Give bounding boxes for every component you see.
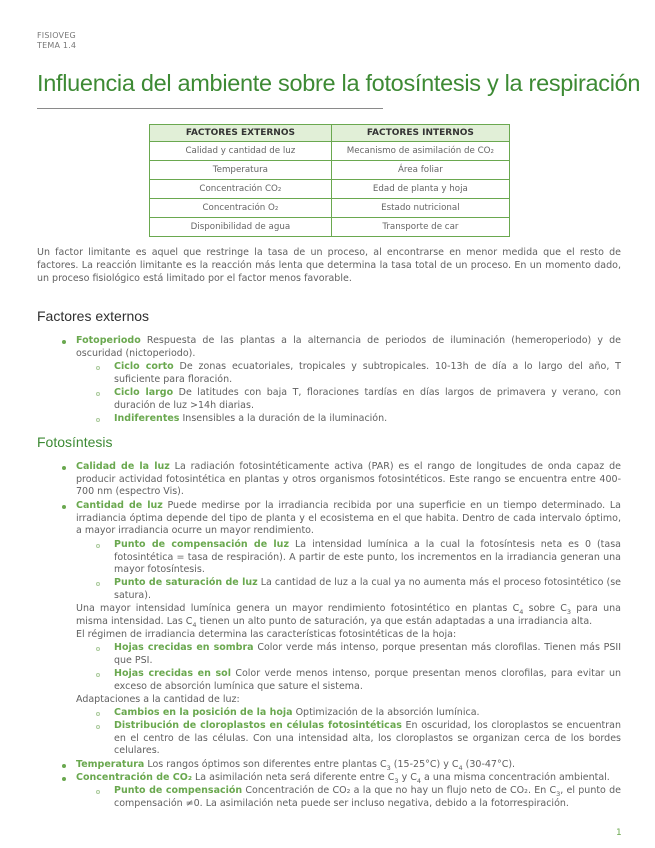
topic-number: TEMA 1.4 <box>37 41 77 50</box>
bullet-icon <box>62 505 66 509</box>
term-text: Color verde menos intenso, porque presentan menos clorofilas, para evitar un exceso de absorción lumínica que sature el sistema. <box>114 668 621 692</box>
bullet-icon <box>62 466 66 470</box>
subscript: 4 <box>192 620 197 629</box>
term-text: Puede medirse por la irradiancia recibida por una superficie en un tiempo determinado. La irradiancia óptima depende del tipo de planta y el ecosistema en el que habita. Dentro de cada intervalo óptimo, a mayor irradiancia ocurre un mayor rendimiento. <box>76 500 621 537</box>
subscript: 3 <box>556 789 561 798</box>
term-label: Cantidad de luz <box>76 500 163 511</box>
text-fragment: (15-25°C) y C <box>390 759 459 770</box>
list-item-punto-saturacion-luz <box>114 577 621 602</box>
sub-bullet-icon <box>96 418 100 422</box>
table-row <box>150 161 510 180</box>
text-fragment: Los rangos óptimos son diferentes entre plantas C <box>147 759 387 770</box>
subscript: 4 <box>519 607 524 616</box>
text-fragment: , el punto de compensación ≠0. La asimilación neta puede ser incluso negativa, debido a la fotorrespiración. <box>114 785 621 809</box>
text-fragment: y C <box>398 772 417 783</box>
title-underline <box>37 108 383 109</box>
paragraph-adaptations: Adaptaciones a la cantidad de luz: <box>76 694 240 705</box>
list-item-hojas-sol <box>114 668 621 693</box>
term-text: La cantidad de luz a la cual ya no aumenta más el proceso fotosintético (se satura). <box>114 577 622 601</box>
text-fragment: para una misma intensidad. Las C <box>76 603 621 627</box>
subscript: 4 <box>458 763 463 772</box>
text-fragment: Una mayor intensidad lumínica genera un mayor rendimiento fotosintético en plantas C <box>76 603 520 614</box>
sub-bullet-icon <box>96 790 100 794</box>
text-fragment: a una misma concentración ambiental. <box>420 772 610 783</box>
list-item-indiferentes <box>114 413 621 426</box>
page-number: 1 <box>616 828 622 838</box>
list-item-punto-compensacion-co2 <box>114 785 621 810</box>
cell-external: Concentración CO₂ <box>150 180 332 199</box>
section-heading-photosynthesis: Fotosíntesis <box>37 434 113 450</box>
term-label: Cambios en la posición de la hoja <box>114 707 293 718</box>
bullet-icon <box>62 340 66 344</box>
cell-internal: Área foliar <box>331 161 509 180</box>
bullet-icon <box>62 777 66 781</box>
list-item-concentracion-co2 <box>76 772 621 785</box>
list-item-calidad-luz <box>76 461 621 499</box>
text-fragment: La asimilación neta será diferente entre C <box>195 772 395 783</box>
text-fragment: (30-47°C). <box>462 759 516 770</box>
section-heading-external-factors: Factores externos <box>37 308 150 324</box>
list-item-ciclo-corto <box>114 361 621 386</box>
page-title: Influencia del ambiente sobre la fotosíntesis y la respiración <box>37 70 641 96</box>
sub-bullet-icon <box>96 544 100 548</box>
term-text: Respuesta de las plantas a la alternancia de periodos de iluminación (hemeroperiodo) y de oscuridad (nictoperiodo). <box>76 335 621 359</box>
term-text: La radiación fotosintéticamente activa (PAR) es el rango de longitudes de onda capaz de producir actividad fotosintética en plantas y otros organismos fotosintéticos. Este rango se encuentra entre 400-700 nm (espectro Vis). <box>76 461 621 498</box>
col-header-external: FACTORES EXTERNOS <box>150 125 332 142</box>
term-label: Fotoperiodo <box>76 335 141 346</box>
cell-internal: Transporte de car <box>331 218 509 237</box>
table-row <box>150 218 510 237</box>
term-label: Hojas crecidas en sol <box>114 668 231 679</box>
sub-bullet-icon <box>96 392 100 396</box>
cell-external: Concentración O₂ <box>150 199 332 218</box>
cell-internal: Estado nutricional <box>331 199 509 218</box>
term-label: Punto de compensación de luz <box>114 539 289 550</box>
list-item-posicion-hoja <box>114 707 621 720</box>
list-item-hojas-sombra <box>114 642 621 667</box>
cell-internal: Mecanismo de asimilación de CO₂ <box>331 142 509 161</box>
sub-bullet-icon <box>96 582 100 586</box>
list-item-fotoperiodo <box>76 335 621 360</box>
term-label: Punto de saturación de luz <box>114 577 258 588</box>
term-label: Concentración de CO₂ <box>76 772 192 783</box>
list-item-distribucion-cloroplastos <box>114 720 621 758</box>
subscript: 4 <box>416 776 421 785</box>
header <box>37 31 76 51</box>
term-text: Optimización de la absorción lumínica. <box>295 707 480 718</box>
table-header-row <box>150 125 510 142</box>
term-text: En oscuridad, los cloroplastos se encuentran en el centro de las células. Con una intensidad alta, los cloroplastos se organizan cerca de los bordes celulares. <box>114 720 621 757</box>
table-row <box>150 142 510 161</box>
intro-paragraph: Un factor limitante es aquel que restringe la tasa de un proceso, al encontrarse en menor medida que el resto de factores. La reacción limitante es la reacción más lenta que determina la tasa total de un proceso. En un momento dado, un proceso fisiológico está limitado por el factor menos favorable. <box>37 247 621 284</box>
term-label: Distribución de cloroplastos en células fotosintéticas <box>114 720 402 731</box>
list-item-temperatura <box>76 759 621 772</box>
sub-bullet-icon <box>96 647 100 651</box>
term-label: Ciclo largo <box>114 387 174 398</box>
table-row <box>150 199 510 218</box>
cell-external: Calidad y cantidad de luz <box>150 142 332 161</box>
subscript: 3 <box>386 763 391 772</box>
term-text: Insensibles a la duración de la iluminación. <box>182 413 388 424</box>
text-fragment: tienen un alto punto de saturación, ya que están adaptadas a una irradiancia alta. <box>196 615 593 627</box>
paragraph-irradiance-regime: El régimen de irradiancia determina las características fotosintéticas de la hoja: <box>76 629 457 640</box>
term-text: De latitudes con baja T, floraciones tardías en días largos de primavera y verano, con duración de luz >14h diarias. <box>114 387 621 411</box>
sub-bullet-icon <box>96 725 100 729</box>
subscript: 3 <box>394 776 399 785</box>
term-label: Punto de compensación <box>114 785 243 796</box>
term-text: De zonas ecuatoriales, tropicales y subtropicales. 10-13h de día a lo largo del año, T suficiente para floración. <box>114 361 621 385</box>
text-fragment: Concentración de CO₂ a la que no hay un flujo neto de CO₂. En C <box>245 785 557 796</box>
term-label: Calidad de la luz <box>76 461 170 472</box>
sub-bullet-icon <box>96 366 100 370</box>
factors-table <box>149 124 510 237</box>
list-item-ciclo-largo <box>114 387 621 412</box>
text-fragment: sobre C <box>523 603 567 614</box>
sub-bullet-icon <box>96 712 100 716</box>
sub-bullet-icon <box>96 673 100 677</box>
subscript: 3 <box>566 607 572 616</box>
cell-internal: Edad de planta y hoja <box>331 180 509 199</box>
col-header-internal: FACTORES INTERNOS <box>331 125 509 142</box>
term-label: Temperatura <box>76 759 145 770</box>
cell-external: Disponibilidad de agua <box>150 218 332 237</box>
bullet-icon <box>62 764 66 768</box>
term-text: Color verde más intenso, porque presentan más clorofilas. Tienen más PSII que PSI. <box>114 642 621 666</box>
term-label: Indiferentes <box>114 413 180 424</box>
cell-external: Temperatura <box>150 161 332 180</box>
table-row <box>150 180 510 199</box>
list-item-punto-compensacion-luz <box>114 539 621 577</box>
list-item-cantidad-luz <box>76 500 621 538</box>
term-label: Ciclo corto <box>114 361 174 372</box>
term-text: La intensidad lumínica a la cual la fotosíntesis neta es 0 (tasa fotosintética = tasa de respiración). A partir de este punto, los incrementos en la irradiancia generan una mayor fotosíntesis. <box>114 539 621 576</box>
course-code: FISIOVEG <box>37 31 76 40</box>
paragraph-c4-c3 <box>76 603 621 628</box>
term-label: Hojas crecidas en sombra <box>114 642 254 653</box>
